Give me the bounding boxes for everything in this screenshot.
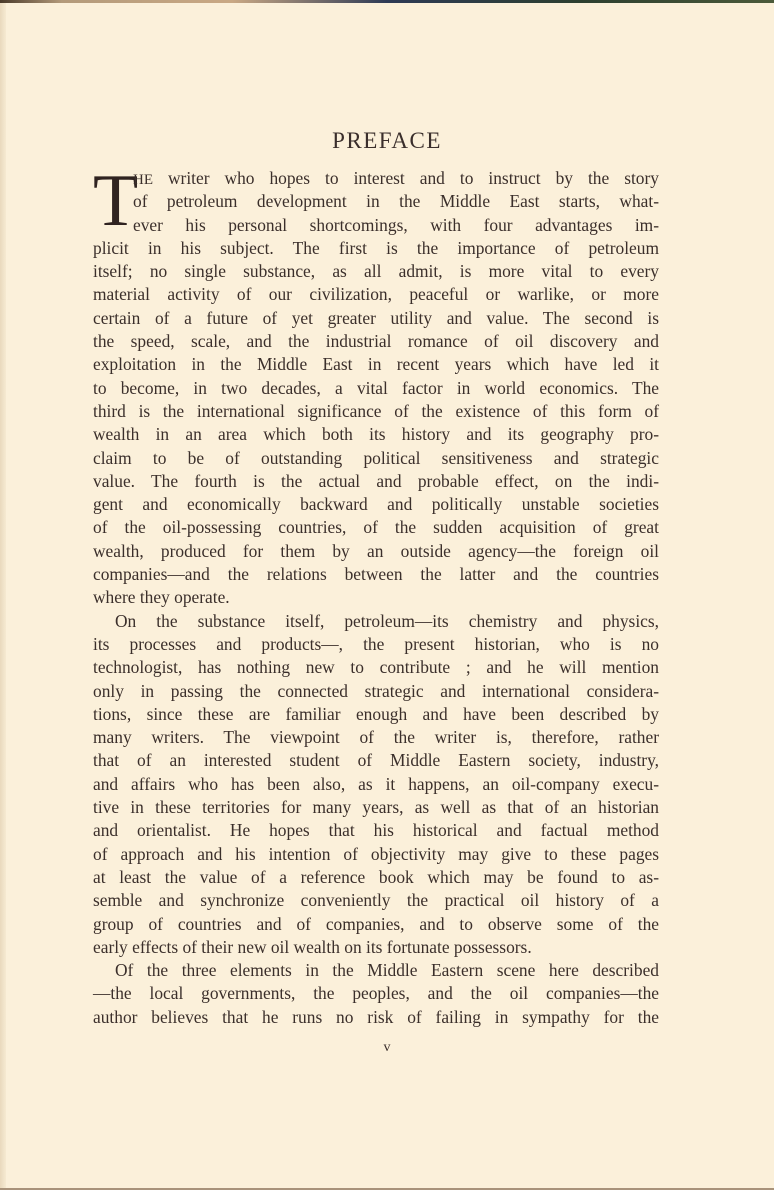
text-line: of approach and his intention of objectivity may give to these pages (93, 843, 659, 864)
text-line: semble and synchronize conveniently the practical oil history of a (93, 890, 659, 911)
text-line: tive in these territories for many years, as well as that of an historian (93, 797, 659, 818)
text-line: author believes that he runs no risk of failing in sympathy for the (93, 1006, 659, 1027)
text-line: tions, since these are familiar enough and have been described by (93, 703, 659, 724)
text-line: of the oil-possessing countries, of the sudden acquisition of great (93, 517, 659, 538)
text-line: wealth, produced for them by an outside agency—the foreign oil (93, 540, 659, 561)
paragraph-start-line: Of the three elements in the Middle Eastern scene here described (115, 960, 659, 981)
text-line: HE writer who hopes to interest and to instruct by the story (133, 168, 659, 188)
text-line: material activity of our civilization, peaceful or warlike, or more (93, 284, 659, 305)
text-line: at least the value of a reference book which may be found to as- (93, 866, 659, 887)
small-caps-opening: HE (133, 172, 153, 188)
page-top-edge (0, 0, 774, 3)
text-line: companies—and the relations between the latter and the countries (93, 564, 659, 585)
drop-cap: T (93, 160, 139, 242)
text-line: technologist, has nothing new to contribute ; and he will mention (93, 657, 659, 678)
text-line: that of an interested student of Middle Eastern society, industry, (93, 750, 659, 771)
text-line: plicit in his subject. The first is the importance of petroleum (93, 237, 659, 258)
page-number: v (383, 1040, 391, 1055)
text-line: early effects of their new oil wealth on its fortunate possessors. (93, 936, 532, 957)
paragraph-start-line: On the substance itself, petroleum—its chemistry and physics, (115, 610, 659, 631)
text-line: group of countries and of companies, and to observe some of the (93, 913, 659, 934)
preface-body (93, 160, 659, 1029)
text-line: claim to be of outstanding political sensitiveness and strategic (93, 447, 659, 468)
text-line: itself; no single substance, as all admit, is more vital to every (93, 261, 659, 282)
text-line: wealth in an area which both its history and its geography pro- (93, 424, 659, 445)
text-line: and orientalist. He hopes that his historical and factual method (93, 820, 659, 841)
page-gutter-shadow (0, 3, 6, 1188)
text-line: third is the international significance of the existence of this form of (93, 400, 659, 421)
text-line: exploitation in the Middle East in recent years which have led it (93, 354, 659, 375)
text-line: the speed, scale, and the industrial romance of oil discovery and (93, 331, 659, 352)
text-line: ever his personal shortcomings, with four advantages im- (133, 214, 659, 235)
text-line: and affairs who has been also, as it happens, an oil-company execu- (93, 773, 659, 794)
text-line: value. The fourth is the actual and probable effect, on the indi- (93, 470, 659, 491)
text-line: of petroleum development in the Middle East starts, what- (133, 191, 659, 212)
text-line: its processes and products—, the present historian, who is no (93, 633, 659, 654)
text-line: only in passing the connected strategic and international considera- (93, 680, 659, 701)
text-line: gent and economically backward and politically unstable societies (93, 494, 659, 515)
text-line: certain of a future of yet greater utility and value. The second is (93, 307, 659, 328)
text-line: to become, in two decades, a vital factor in world economics. The (93, 377, 659, 398)
page-title: PREFACE (332, 128, 442, 153)
text-line: many writers. The viewpoint of the writer is, therefore, rather (93, 727, 659, 748)
text-line: where they operate. (93, 587, 230, 608)
text-line: —the local governments, the peoples, and the oil companies—the (93, 983, 659, 1004)
